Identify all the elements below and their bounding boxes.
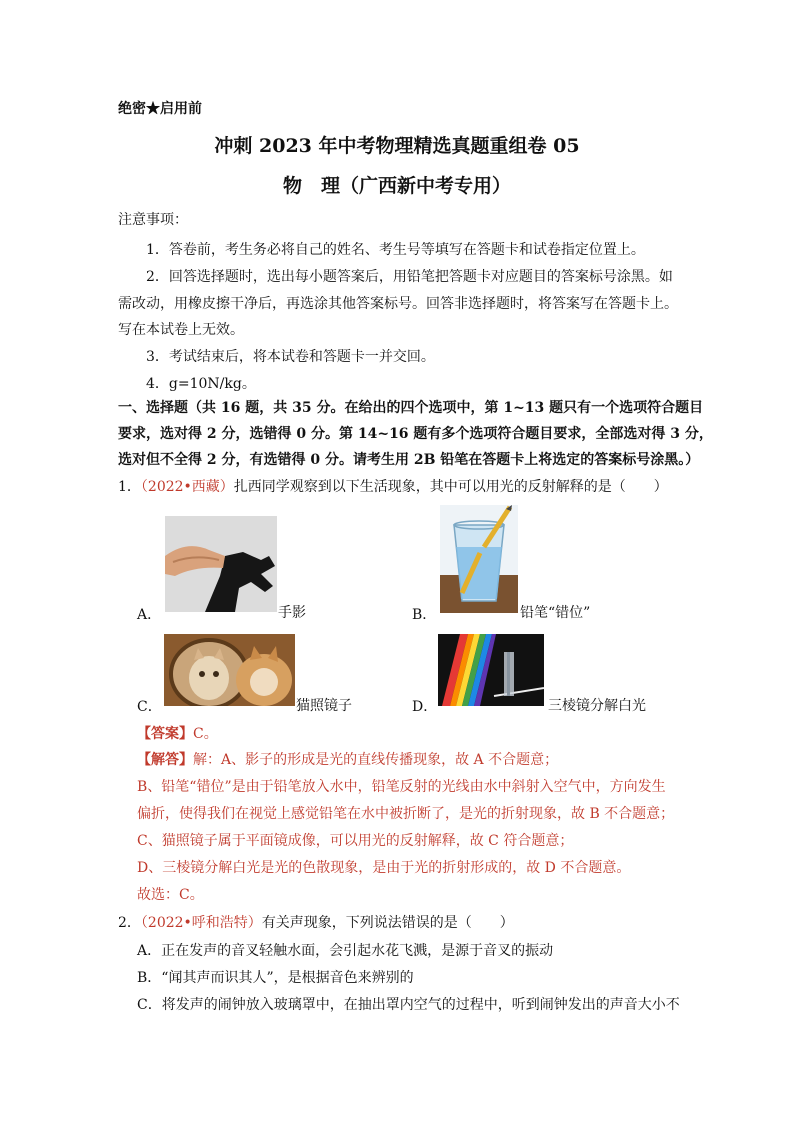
notes-heading: 注意事项： bbox=[118, 212, 188, 228]
analysis-tag: 【解答】 bbox=[137, 752, 193, 768]
q1-text: 扎西同学观察到以下生活现象，其中可以用光的反射解释的是（ ） bbox=[233, 479, 668, 495]
note-1: 1．答卷前，考生务必将自己的姓名、考生号等填写在答题卡和试卷指定位置上。 bbox=[146, 242, 645, 258]
answer-tag: 【答案】 bbox=[137, 726, 193, 742]
note-3: 3．考试结束后，将本试卷和答题卡一并交回。 bbox=[146, 349, 435, 365]
q1-analysis-1 bbox=[137, 750, 558, 770]
note-2c: 写在本试卷上无效。 bbox=[118, 322, 244, 338]
section1-line1: 一、选择题（共 16 题，共 35 分。在给出的四个选项中，第 1~13 题只有一个选项符合题目 bbox=[118, 400, 704, 416]
q2-option-c: C．将发声的闹钟放入玻璃罩中，在抽出罩内空气的过程中，听到闹钟发出的声音大小不 bbox=[137, 997, 680, 1013]
q1-option-b-letter: B． bbox=[412, 607, 437, 623]
note-2b: 需改动，用橡皮擦干净后，再选涂其他答案标号。回答非选择题时，将答案写在答题卡上。 bbox=[118, 296, 678, 312]
q1-analysis-3: 偏折，使得我们在视觉上感觉铅笔在水中被折断了，是光的折射现象，故 B 不合题意； bbox=[137, 806, 675, 822]
answer-value: C。 bbox=[193, 726, 218, 742]
q2-text: 有关声现象，下列说法错误的是（ ） bbox=[261, 915, 514, 931]
q1-number: 1． bbox=[118, 479, 141, 495]
q1-option-d-text: 三棱镜分解白光 bbox=[548, 698, 646, 714]
q1-option-d-letter: D． bbox=[412, 699, 438, 715]
q1-option-c-text: 猫照镜子 bbox=[296, 698, 352, 714]
q1-analysis-2: B、铅笔“错位”是由于铅笔放入水中，铅笔反射的光线由水中斜射入空气中，方向发生 bbox=[137, 779, 666, 795]
prism-image bbox=[438, 634, 544, 706]
section1-line2: 要求，选对得 2 分，选错得 0 分。第 14~16 题有多个选项符合题目要求，全部选对得 3 分， bbox=[118, 426, 713, 442]
q1-source: （2022•西藏） bbox=[140, 479, 234, 495]
pencil-in-glass-image bbox=[440, 505, 518, 613]
exam-subtitle: 物 理（广西新中考专用） bbox=[282, 175, 511, 197]
exam-title: 冲刺 2023 年中考物理精选真题重组卷 05 bbox=[214, 135, 580, 157]
q2-option-b: B．“闻其声而识其人”，是根据音色来辨别的 bbox=[137, 970, 414, 986]
note-4: 4．g=10N/kg。 bbox=[146, 376, 256, 392]
q1-option-a-text: 手影 bbox=[278, 605, 306, 621]
note-2a: 2．回答选择题时，选出每小题答案后，用铅笔把答题卡对应题目的答案标号涂黑。如 bbox=[146, 269, 673, 285]
q1-answer bbox=[137, 724, 218, 744]
analysis-text-1: 解：A、影子的形成是光的直线传播现象，故 A 不合题意； bbox=[193, 752, 559, 768]
cat-mirror-image bbox=[164, 634, 295, 706]
q2-source: （2022•呼和浩特） bbox=[140, 915, 262, 931]
q1-stem bbox=[118, 477, 668, 497]
q1-analysis-4: C、猫照镜子属于平面镜成像，可以用光的反射解释，故 C 符合题意； bbox=[137, 833, 574, 849]
q1-option-a-letter: A． bbox=[137, 607, 162, 623]
q1-analysis-6: 故选：C。 bbox=[137, 887, 204, 903]
hand-shadow-image bbox=[165, 516, 277, 612]
q1-analysis-5: D、三棱镜分解白光是光的色散现象，是由于光的折射形成的，故 D 不合题意。 bbox=[137, 860, 631, 876]
q2-stem bbox=[118, 913, 514, 933]
q2-option-a: A．正在发声的音叉轻触水面，会引起水花飞溅，是源于音叉的振动 bbox=[137, 943, 554, 959]
q2-number: 2． bbox=[118, 915, 141, 931]
secret-mark: 绝密★启用前 bbox=[118, 101, 202, 117]
section1-line3: 选对但不全得 2 分，有选错得 0 分。请考生用 2B 铅笔在答题卡上将选定的答案标号涂黑。） bbox=[118, 452, 700, 468]
q1-option-b-text: 铅笔“错位” bbox=[520, 605, 591, 621]
q1-option-c-letter: C． bbox=[137, 699, 162, 715]
